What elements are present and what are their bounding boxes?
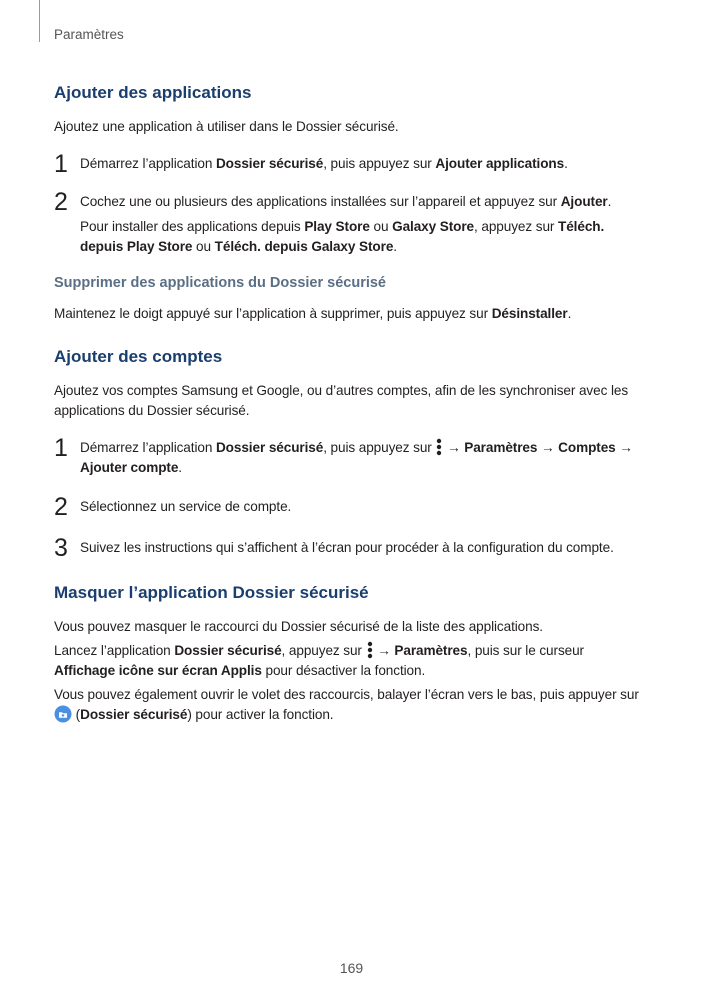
add-apps-step-2-note <box>54 217 644 257</box>
step-text: Sélectionnez un service de compte. <box>80 499 292 514</box>
running-header: Paramètres <box>54 27 124 42</box>
secure-folder-icon <box>54 705 72 723</box>
add-accounts-step-3 <box>54 534 644 562</box>
subsection-title-remove-apps: Supprimer des applications du Dossier sécurisé <box>54 275 386 291</box>
step-note-text: Pour installer des applications depuis Play Store ou Galaxy Store, appuyez sur Téléch. depuis Play Store ou Téléch. depuis Galaxy Store. <box>80 219 605 254</box>
page-content <box>54 83 644 725</box>
add-apps-step-1 <box>54 150 644 178</box>
section-title-add-accounts: Ajouter des comptes <box>54 347 223 366</box>
step-text: Démarrez l’application Dossier sécurisé, puis appuyez sur → Paramètres → Comptes → Ajouter compte. <box>80 440 633 475</box>
step-number: 2 <box>54 188 68 216</box>
hide-app-paragraph-1: Vous pouvez masquer le raccourci du Dossier sécurisé de la liste des applications. <box>54 619 543 634</box>
section-title-add-apps: Ajouter des applications <box>54 83 252 102</box>
step-text: Cochez une ou plusieurs des applications installées sur l’appareil et appuyez sur Ajouter. <box>80 194 612 209</box>
hide-app-paragraph-3: Vous pouvez également ouvrir le volet des raccourcis, balayer l’écran vers le bas, puis appuyer sur (Dossier sécurisé) pour activer la fonction. <box>54 687 639 722</box>
section-title-hide-app: Masquer l’application Dossier sécurisé <box>54 583 369 602</box>
step-number: 3 <box>54 534 68 562</box>
add-accounts-intro: Ajoutez vos comptes Samsung et Google, ou d’autres comptes, afin de les synchroniser avec les applications du Dossier sécurisé. <box>54 383 629 418</box>
step-number: 1 <box>54 434 68 462</box>
page-number: 169 <box>339 960 364 976</box>
add-accounts-step-1 <box>54 434 644 478</box>
more-options-icon <box>436 438 442 456</box>
add-apps-intro: Ajoutez une application à utiliser dans le Dossier sécurisé. <box>54 119 399 134</box>
add-accounts-step-2 <box>54 493 644 521</box>
step-text: Démarrez l’application Dossier sécurisé, puis appuyez sur Ajouter applications. <box>80 156 568 171</box>
step-number: 2 <box>54 493 68 521</box>
step-number: 1 <box>54 150 68 178</box>
step-text: Suivez les instructions qui s’affichent à l’écran pour procéder à la configuration du compte. <box>80 540 614 555</box>
header-divider <box>39 0 40 42</box>
more-options-icon <box>367 641 373 659</box>
remove-apps-text: Maintenez le doigt appuyé sur l’application à supprimer, puis appuyez sur Désinstaller. <box>54 306 572 321</box>
add-apps-step-2 <box>54 188 644 216</box>
hide-app-paragraph-2: Lancez l’application Dossier sécurisé, appuyez sur → Paramètres, puis sur le curseur Affichage icône sur écran Applis pour désactiver la fonction. <box>54 643 584 678</box>
